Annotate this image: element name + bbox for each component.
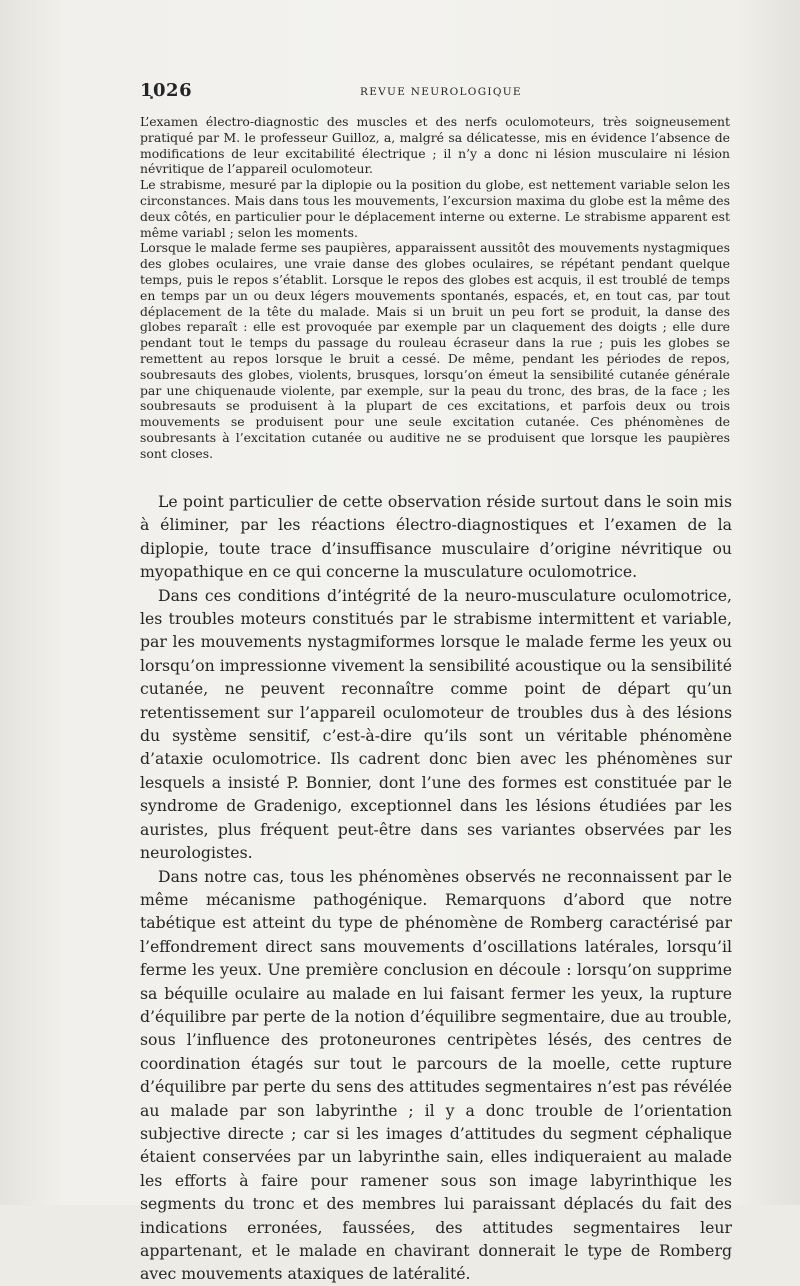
small-paragraph-nystagmus: Lorsque le malade ferme ses paupières, apparaissent aussitôt des mouvements nystagmiques des globes oculaires, une vraie danse des globes oculaires, se répétant pendant quelque temps, puis le repos s’établit. Lorsque le repos des globes est acquis, il est troublé de temps en temps par un ou deux légers mouvements spontanés, espacés, et, en tout cas, par tout déplacement de la tête du malade. Mais si un bruit un peu fort se produit, la danse des globes reparaît : elle est provoquée par exemple par un claquement des doigts ; elle dure pendant tout le temps du passage du rouleau écraseur dans la rue ; puis les globes se remettent au repos lorsque le bruit a cessé. De même, pendant les périodes de repos, soubresauts des globes, violents, brusques, lorsqu’on émeut la sensibilité cutanée générale par une chiquenaude violente, par exemple, sur la peau du tronc, des bras, de la face ; les soubresauts se produisent à la plupart de ces excitations, et parfois deux ou trois mouvements se produisent pour une seule excitation cutanée. Ces phénomènes de soubresants à l’excitation cutanée ou auditive ne se produisent que lorsque les paupières sont closes. [140, 240, 730, 461]
main-paragraph-romberg: Dans notre cas, tous les phénomènes observés ne reconnaissent par le même mécanisme pathogénique. Remarquons d’abord que notre tabétique est atteint du type de phénomène de Romberg caractérisé par l’effondrement direct sans mouvements d’oscillations latérales, lorsqu’il ferme les yeux. Une première conclusion en découle : lorsqu’on supprime sa béquille oculaire au malade en lui faisant fermer les yeux, la rupture d’équilibre par perte de la notion d’équilibre segmentaire, due au trouble, sous l’influence des protoneurones centripètes lésés, des centres de coordination étagés sur tout le parcours de la moelle, cette rupture d’équilibre par perte du sens des attitudes segmentaires n’est pas révélée au malade par son labyrinthe ; il y a donc trouble de l’orientation subjective directe ; car si les images d’attitudes du segment céphalique étaient conservées par un labyrinthe sain, elles indiqueraient au malade les efforts à faire pour ramener sous son image labyrinthique les segments du tronc et des membres lui paraissant déplacés du fait des indications erronées, faussées, des attitudes segmentaires leur appartenant, et le malade en chavirant donnerait le type de Romberg avec mouvements ataxiques de latéralité. [140, 866, 732, 1284]
page-header [140, 80, 730, 104]
main-paragraph-particular-point: Le point particulier de cette observation réside surtout dans le soin mis à éliminer, par les réactions électro-diagnostiques et l’examen de la diplopie, toute trace d’insuffisance musculaire d’origine névritique ou myopathique en ce qui concerne la musculature oculomotrice. [140, 492, 732, 582]
page-number: 1026 [140, 80, 193, 101]
small-paragraph-strabismus: Le strabisme, mesuré par la diplopie ou la position du globe, est nettement variable selon les circonstances. Mais dans tous les mouvements, l’excursion maxima du globe est la même des deux côtés, en particulier pour le déplacement interne ou externe. Le strabisme apparent est même variabl ; selon les moments. [140, 177, 730, 240]
running-title: REVUE NEUROLOGIQUE [360, 86, 522, 98]
case-observation-notes [140, 114, 730, 462]
discussion-body [140, 490, 732, 1286]
small-paragraph-electrodiagnostic: L’examen électro-diagnostic des muscles et des nerfs oculomoteurs, très soigneusement pratiqué par M. le professeur Guilloz, a, malgré sa délicatesse, mis en évidence l’absence de modifications de leur excitabilité électrique ; il n’y a donc ni lésion musculaire ni lésion névritique de l’appareil oculomoteur. [140, 114, 730, 177]
main-paragraph-ataxia: Dans ces conditions d’intégrité de la neuro-musculature oculomotrice, les troubles moteurs constitués par le strabisme intermittent et variable, par les mouvements nystagmiformes lorsque le malade ferme les yeux ou lorsqu’on impressionne vivement la sensibilité acoustique ou la sensibilité cutanée, ne peuvent reconnaître comme point de départ qu’un retentissement sur l’appareil oculomoteur de troubles dus à des lésions du système sensitif, c’est-à-dire qu’ils sont un véritable phénomène d’ataxie oculomotrice. Ils cadrent donc bien avec les phénomènes sur lesquels a insisté P. Bonnier, dont l’une des formes est constituée par le syndrome de Gradenigo, exceptionnel dans les lésions étudiées par les auristes, plus fréquent peut-être dans ses variantes observées par les neurologistes. [140, 585, 732, 863]
